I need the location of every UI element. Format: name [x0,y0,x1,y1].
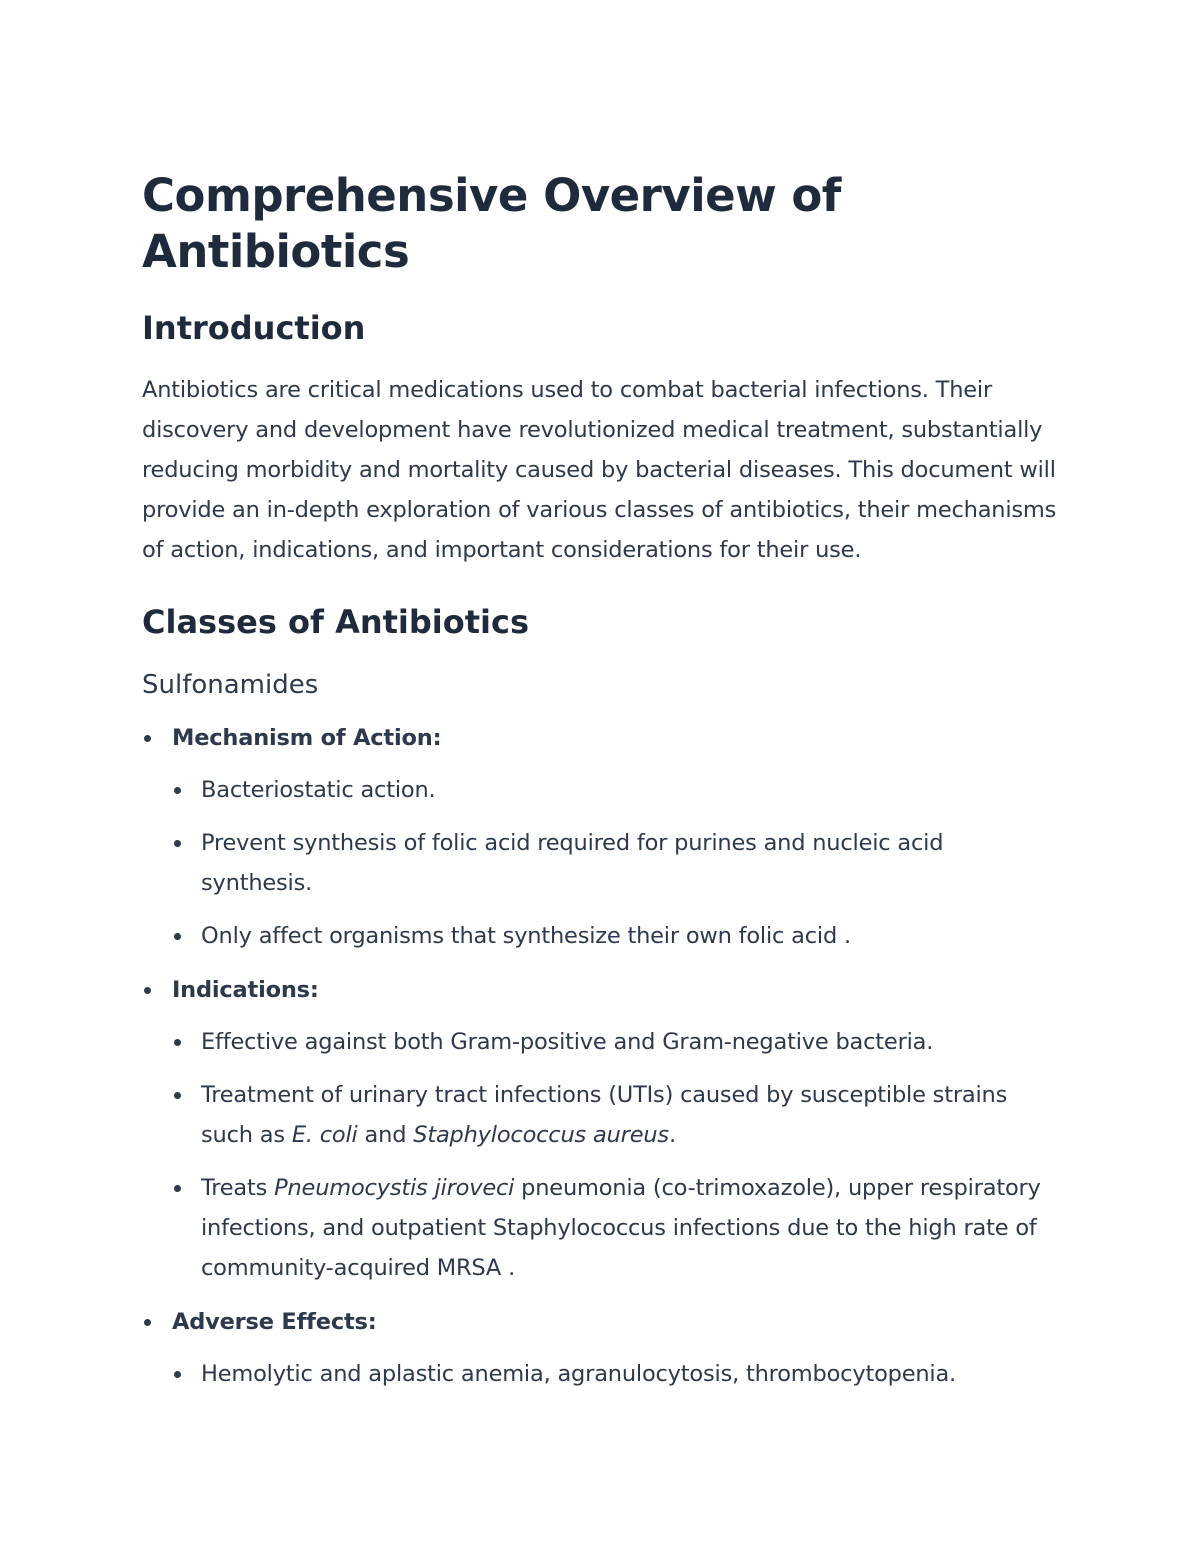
bullet-icon [174,1039,181,1046]
introduction-heading: Introduction [142,309,366,347]
list-item [172,1075,1060,1155]
indications-list [172,1022,1060,1288]
list-item-text: Prevent synthesis of folic acid required for purines and nucleic acid synthesis. [201,830,944,896]
list-item [172,1022,1060,1062]
list-item-text-mid: and [357,1122,414,1148]
mechanism-section [142,718,1060,956]
list-item-text: Bacteriostatic action. [201,777,436,803]
list-item [172,823,1060,903]
bullet-icon [174,787,181,794]
adverse-effects-list [172,1354,1060,1394]
introduction-paragraph: Antibiotics are critical medications used to combat bacterial infections. Their discovery and development have revolutionized medical treatment, substantially reducing morbidity and mortality caused by bacterial diseases. This document will provide an in-depth exploration of various classes of antibiotics, their mechanisms of action, indications, and important considerations for their use. [142,377,1057,563]
adverse-effects-section [142,1302,1060,1394]
classes-heading: Classes of Antibiotics [142,603,530,641]
organism-name-pneumocystis: Pneumocystis jiroveci [274,1175,515,1201]
bullet-icon [174,840,181,847]
list-item-text: Only affect organisms that synthesize their own folic acid . [201,923,851,949]
document-title: Comprehensive Overview of Antibiotics [142,169,841,278]
adverse-effects-label: Adverse Effects: [172,1309,377,1335]
organism-name-staph: Staphylococcus aureus [413,1122,669,1148]
list-item [172,916,1060,956]
list-item-text: Hemolytic and aplastic anemia, agranulocytosis, thrombocytopenia. [201,1361,957,1387]
sulfonamides-heading: Sulfonamides [142,670,319,700]
indications-label: Indications: [172,977,319,1003]
bullet-icon [144,987,151,994]
list-item [172,770,1060,810]
bullet-icon [174,1185,181,1192]
list-item [172,1168,1060,1288]
bullet-icon [174,933,181,940]
bullet-icon [174,1092,181,1099]
list-item-text-post: pneumonia (co-trimoxazole), upper respiratory infections, and outpatient Staphylococcus infections due to the high rate of community-acquired MRSA . [201,1175,1041,1281]
list-item-text: Effective against both Gram-positive and Gram-negative bacteria. [201,1029,934,1055]
bullet-icon [144,1319,151,1326]
organism-name-ecoli: E. coli [291,1122,358,1148]
bullet-icon [174,1371,181,1378]
list-item-text-post: . [668,1122,676,1148]
list-item-text-pre: Treatment of urinary tract infections (UTIs) caused by susceptible strains such as [201,1082,1008,1148]
mechanism-label: Mechanism of Action: [172,725,442,751]
list-item [172,1354,1060,1394]
bullet-icon [144,735,151,742]
sulfonamides-list [142,718,1060,1394]
indications-section [142,970,1060,1288]
list-item-text-pre: Treats [201,1175,275,1201]
mechanism-list [172,770,1060,956]
